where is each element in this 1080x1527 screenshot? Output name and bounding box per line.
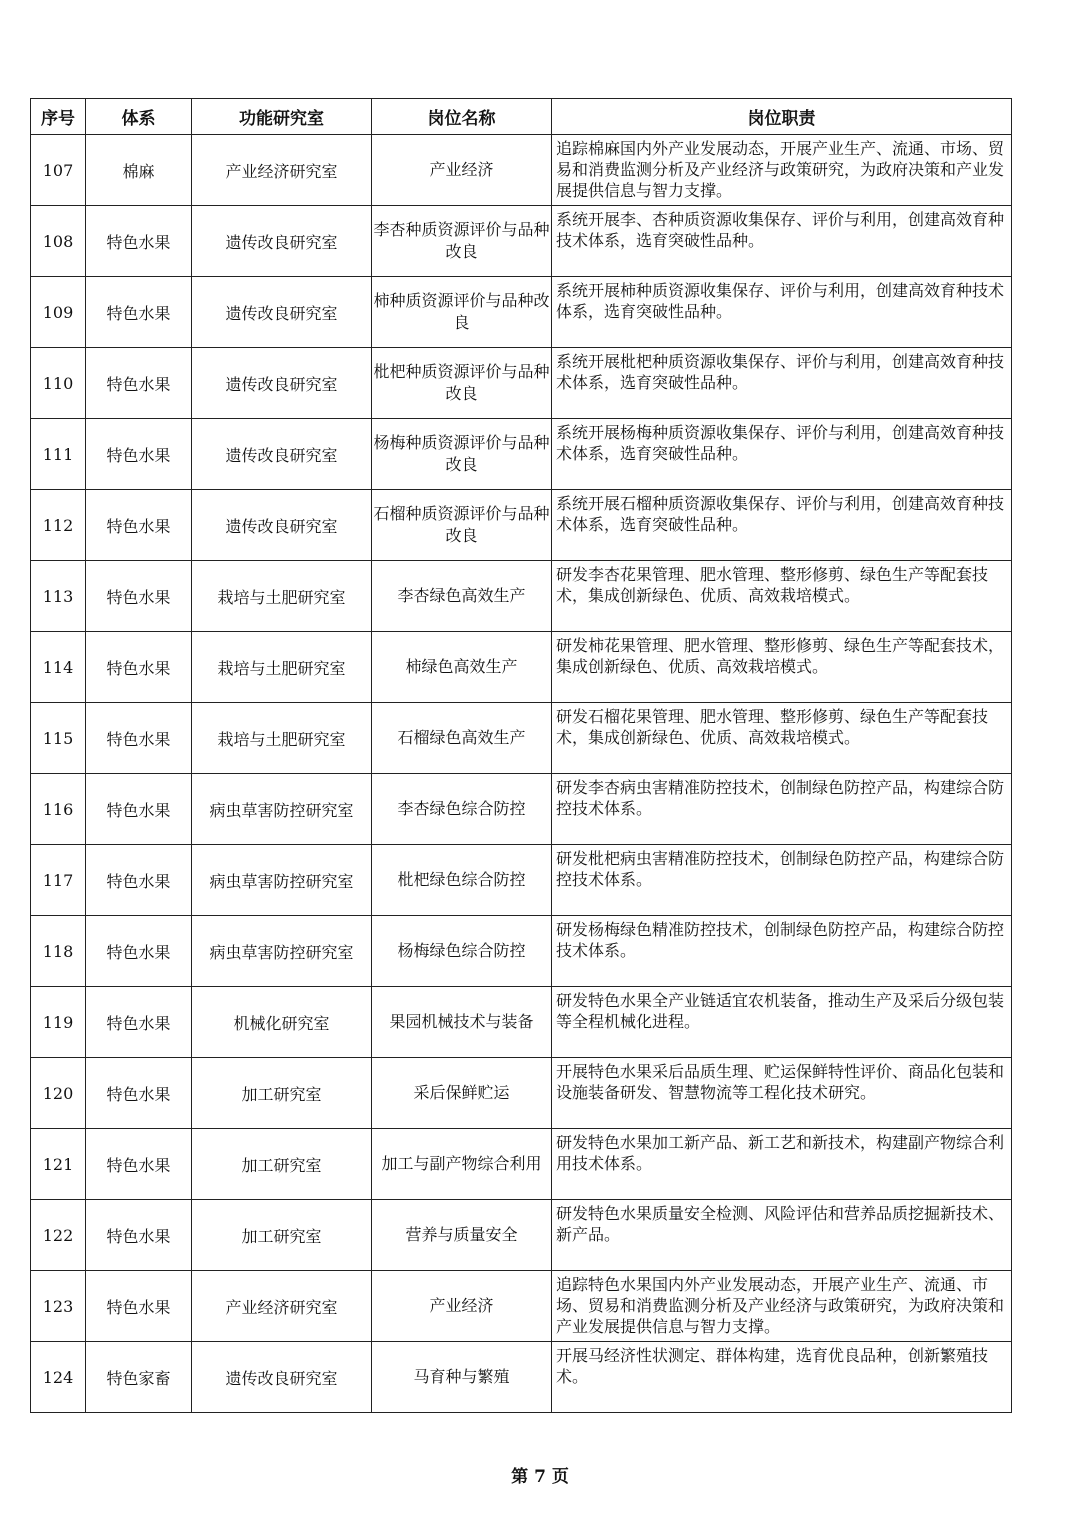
cell-system: 特色家畜 [86,1342,192,1413]
header-seq: 序号 [31,99,86,135]
cell-system: 特色水果 [86,632,192,703]
cell-position: 枇杷绿色综合防控 [372,845,552,916]
cell-lab: 遗传改良研究室 [192,1342,372,1413]
cell-duty: 开展马经济性状测定、群体构建，选育优良品种，创新繁殖技术。 [552,1342,1012,1413]
cell-lab: 遗传改良研究室 [192,277,372,348]
cell-lab: 产业经济研究室 [192,1271,372,1342]
cell-seq: 117 [31,845,86,916]
cell-position: 柿种质资源评价与品种改良 [372,277,552,348]
cell-duty: 系统开展枇杷种质资源收集保存、评价与利用，创建高效育种技术体系，选育突破性品种。 [552,348,1012,419]
cell-position: 采后保鲜贮运 [372,1058,552,1129]
cell-system: 特色水果 [86,1129,192,1200]
cell-system: 特色水果 [86,561,192,632]
table-row [31,774,1012,845]
cell-lab: 遗传改良研究室 [192,490,372,561]
cell-lab: 病虫草害防控研究室 [192,916,372,987]
cell-lab: 加工研究室 [192,1058,372,1129]
cell-lab: 加工研究室 [192,1200,372,1271]
cell-system: 特色水果 [86,916,192,987]
header-duty: 岗位职责 [552,99,1012,135]
cell-duty: 开展特色水果采后品质生理、贮运保鲜特性评价、商品化包装和设施装备研发、智慧物流等工程化技术研究。 [552,1058,1012,1129]
cell-seq: 116 [31,774,86,845]
cell-duty: 研发特色水果加工新产品、新工艺和新技术，构建副产物综合利用技术体系。 [552,1129,1012,1200]
cell-seq: 120 [31,1058,86,1129]
cell-system: 特色水果 [86,206,192,277]
cell-lab: 遗传改良研究室 [192,348,372,419]
header-lab: 功能研究室 [192,99,372,135]
cell-seq: 122 [31,1200,86,1271]
cell-lab: 遗传改良研究室 [192,206,372,277]
cell-position: 李杏种质资源评价与品种改良 [372,206,552,277]
table-row [31,348,1012,419]
table-row [31,916,1012,987]
table-row [31,845,1012,916]
cell-system: 特色水果 [86,845,192,916]
cell-seq: 123 [31,1271,86,1342]
cell-system: 特色水果 [86,419,192,490]
table-header-row [31,99,1012,135]
cell-seq: 118 [31,916,86,987]
cell-duty: 研发李杏花果管理、肥水管理、整形修剪、绿色生产等配套技术，集成创新绿色、优质、高效栽培模式。 [552,561,1012,632]
cell-duty: 研发李杏病虫害精准防控技术，创制绿色防控产品，构建综合防控技术体系。 [552,774,1012,845]
cell-seq: 111 [31,419,86,490]
cell-position: 石榴绿色高效生产 [372,703,552,774]
cell-duty: 研发杨梅绿色精准防控技术，创制绿色防控产品，构建综合防控技术体系。 [552,916,1012,987]
cell-seq: 112 [31,490,86,561]
table-row [31,135,1012,206]
cell-seq: 119 [31,987,86,1058]
cell-seq: 121 [31,1129,86,1200]
cell-lab: 遗传改良研究室 [192,419,372,490]
cell-seq: 115 [31,703,86,774]
cell-system: 特色水果 [86,987,192,1058]
table-row [31,1271,1012,1342]
cell-duty: 系统开展石榴种质资源收集保存、评价与利用，创建高效育种技术体系，选育突破性品种。 [552,490,1012,561]
cell-position: 柿绿色高效生产 [372,632,552,703]
cell-duty: 研发枇杷病虫害精准防控技术，创制绿色防控产品，构建综合防控技术体系。 [552,845,1012,916]
table-row [31,1129,1012,1200]
cell-seq: 124 [31,1342,86,1413]
header-position: 岗位名称 [372,99,552,135]
cell-system: 特色水果 [86,277,192,348]
cell-seq: 109 [31,277,86,348]
cell-duty: 研发特色水果质量安全检测、风险评估和营养品质挖掘新技术、新产品。 [552,1200,1012,1271]
cell-position: 李杏绿色综合防控 [372,774,552,845]
cell-duty: 研发特色水果全产业链适宜农机装备，推动生产及采后分级包装等全程机械化进程。 [552,987,1012,1058]
cell-duty: 研发石榴花果管理、肥水管理、整形修剪、绿色生产等配套技术，集成创新绿色、优质、高效栽培模式。 [552,703,1012,774]
cell-system: 棉麻 [86,135,192,206]
table-row [31,987,1012,1058]
cell-position: 石榴种质资源评价与品种改良 [372,490,552,561]
cell-position: 产业经济 [372,1271,552,1342]
cell-lab: 产业经济研究室 [192,135,372,206]
cell-lab: 机械化研究室 [192,987,372,1058]
cell-position: 马育种与繁殖 [372,1342,552,1413]
table-row [31,632,1012,703]
cell-system: 特色水果 [86,1200,192,1271]
cell-lab: 栽培与土肥研究室 [192,632,372,703]
cell-position: 李杏绿色高效生产 [372,561,552,632]
cell-position: 加工与副产物综合利用 [372,1129,552,1200]
cell-duty: 系统开展杨梅种质资源收集保存、评价与利用，创建高效育种技术体系，选育突破性品种。 [552,419,1012,490]
cell-position: 杨梅种质资源评价与品种改良 [372,419,552,490]
cell-system: 特色水果 [86,490,192,561]
cell-lab: 栽培与土肥研究室 [192,703,372,774]
table-row [31,206,1012,277]
cell-position: 果园机械技术与装备 [372,987,552,1058]
cell-lab: 加工研究室 [192,1129,372,1200]
cell-lab: 栽培与土肥研究室 [192,561,372,632]
header-system: 体系 [86,99,192,135]
cell-duty: 追踪特色水果国内外产业发展动态，开展产业生产、流通、市场、贸易和消费监测分析及产业经济与政策研究，为政府决策和产业发展提供信息与智力支撑。 [552,1271,1012,1342]
cell-seq: 110 [31,348,86,419]
table-row [31,561,1012,632]
cell-position: 枇杷种质资源评价与品种改良 [372,348,552,419]
cell-lab: 病虫草害防控研究室 [192,845,372,916]
table-row [31,1058,1012,1129]
cell-seq: 113 [31,561,86,632]
cell-system: 特色水果 [86,348,192,419]
positions-table [30,98,1012,1413]
cell-position: 杨梅绿色综合防控 [372,916,552,987]
cell-seq: 108 [31,206,86,277]
cell-seq: 114 [31,632,86,703]
cell-system: 特色水果 [86,703,192,774]
cell-position: 营养与质量安全 [372,1200,552,1271]
cell-system: 特色水果 [86,774,192,845]
table-row [31,277,1012,348]
table-row [31,1342,1012,1413]
cell-system: 特色水果 [86,1271,192,1342]
cell-lab: 病虫草害防控研究室 [192,774,372,845]
cell-system: 特色水果 [86,1058,192,1129]
table-row [31,703,1012,774]
table-row [31,490,1012,561]
cell-seq: 107 [31,135,86,206]
table-row [31,1200,1012,1271]
cell-position: 产业经济 [372,135,552,206]
table-row [31,419,1012,490]
cell-duty: 系统开展李、杏种质资源收集保存、评价与利用，创建高效育种技术体系，选育突破性品种。 [552,206,1012,277]
page-number: 第 7 页 [511,1467,569,1487]
cell-duty: 追踪棉麻国内外产业发展动态，开展产业生产、流通、市场、贸易和消费监测分析及产业经济与政策研究，为政府决策和产业发展提供信息与智力支撑。 [552,135,1012,206]
cell-duty: 研发柿花果管理、肥水管理、整形修剪、绿色生产等配套技术，集成创新绿色、优质、高效栽培模式。 [552,632,1012,703]
cell-duty: 系统开展柿种质资源收集保存、评价与利用，创建高效育种技术体系，选育突破性品种。 [552,277,1012,348]
